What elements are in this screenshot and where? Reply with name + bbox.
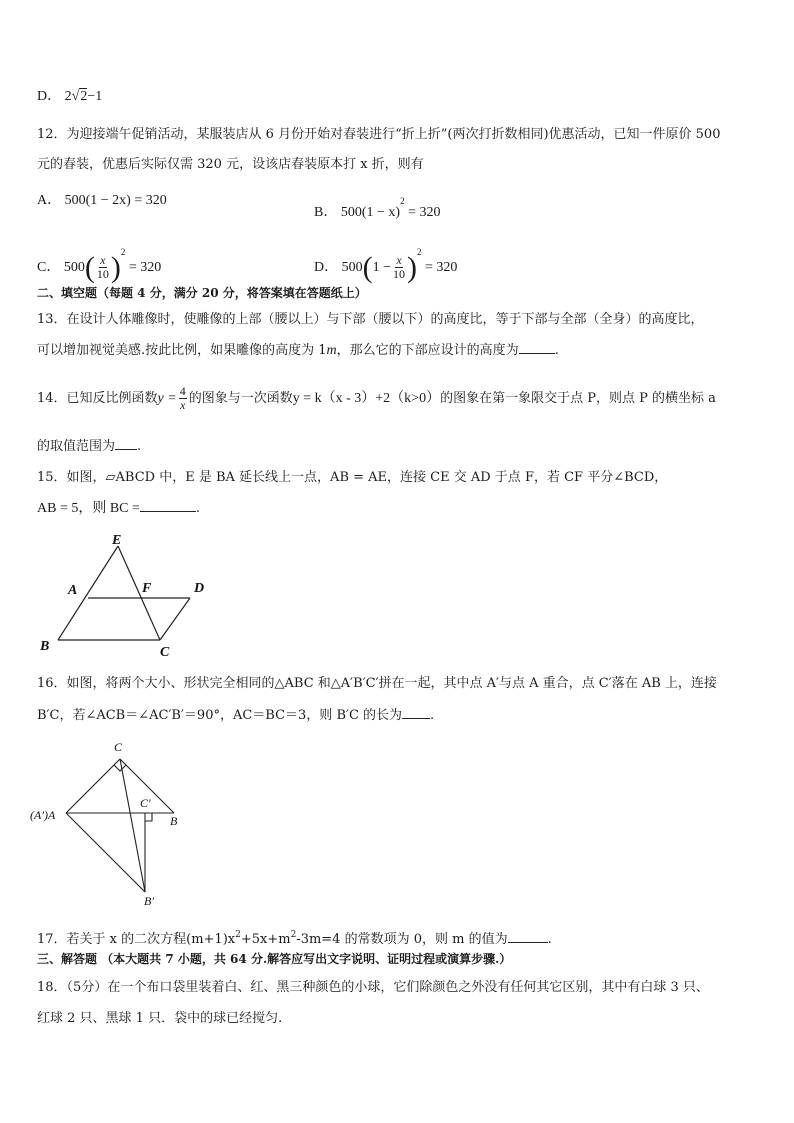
line-EC	[118, 546, 160, 640]
label-C: C	[114, 740, 123, 754]
q13-answer-blank[interactable]	[519, 341, 555, 354]
q16-answer-blank[interactable]	[402, 706, 430, 719]
line-AC	[66, 759, 120, 813]
q12-d-fraction: $\frac{x}{10}$	[393, 253, 406, 282]
label-F: F	[142, 581, 152, 596]
q15-stem-line1: 15．如图，▱ABCD 中，E 是 BA 延长线上一点，AB = AE，连接 CE 交 AD 于点 F，若 CF 平分∠BCD，	[37, 470, 668, 485]
q12-stem-line2: 元的春装，优惠后实际仅需 320 元，设该店春装原本打 x 折，则有	[37, 157, 424, 172]
right-angle-mark-C-prime	[145, 813, 152, 821]
label-B-prime: B′	[144, 894, 154, 908]
section-2-heading: 二、填空题（每题 4 分，满分 20 分，将答案填在答题纸上）	[37, 286, 367, 300]
label-A: A	[68, 583, 78, 598]
label-B: B	[170, 814, 178, 828]
q14-stem-line2: 的取值范围为 .	[37, 439, 142, 454]
q12-c-fraction: $\frac{x}{10}$	[96, 253, 109, 282]
q17-answer-blank[interactable]	[508, 930, 548, 943]
label-A-prime-A: (A′)A	[30, 808, 56, 822]
label-E: E	[112, 533, 122, 548]
q12-option-d: D． 500(1 − $\frac{x}{10}$ )$^2$ = 320	[314, 247, 458, 284]
label-C: C	[160, 645, 170, 660]
q17-stem: 17．若关于 x 的二次方程$(m+1)x^2+5x+m^2-3m=4$ 的常数项为 0，则 m 的值为 .	[37, 930, 552, 947]
q12-option-b: B． $500(1 - x)^2 = 320$	[314, 196, 441, 220]
label-D: D	[194, 581, 205, 596]
section-3-heading: 三、解答题 （本大题共 7 小题，共 64 分.解答应写出文字说明、证明过程或演算步骤.）	[37, 952, 512, 966]
label-C-prime: C′	[140, 796, 151, 810]
q15-stem-line2: AB = 5，则 BC = .	[37, 501, 201, 516]
q12-option-c: C． 500( $\frac{x}{10}$ )$^2$ = 320	[37, 247, 162, 284]
q18-stem-line2: 红球 2 只、黑球 1 只．袋中的球已经搅匀.	[37, 1011, 283, 1026]
line-AB-prime	[66, 813, 145, 892]
q15-answer-blank[interactable]	[140, 499, 196, 512]
q13-stem-line1: 13．在设计人体雕像时，使雕像的上部（腰以上）与下部（腰以下）的高度比，等于下部与全部（全身）的高度比，	[37, 312, 704, 327]
line-BE	[58, 546, 118, 640]
q13-stem-line2: 可以增加视觉美感.按此比例，如果雕像的高度为 1m，那么它的下部应设计的高度为 .	[37, 343, 559, 358]
label-B: B	[40, 639, 50, 654]
q12-stem-line1: 12．为迎接端午促销活动，某服装店从 6 月份开始对春装进行“折上折”(两次打折数相同)优惠活动，已知一件原价 500	[37, 127, 721, 142]
q18-stem-line1: 18．（5分）在一个布口袋里装着白、红、黑三种颜色的小球，它们除颜色之外没有任何其它区别，其中有白球 3 只、	[37, 980, 709, 995]
q14-answer-blank[interactable]	[115, 437, 137, 450]
q16-stem-line1: 16．如图，将两个大小、形状完全相同的△ABC 和△A′B′C′拼在一起，其中点 A′与点 A 重合，点 C′落在 AB 上，连接	[37, 676, 717, 691]
q12-option-a: A． 500(1 − 2x) = 320	[37, 193, 167, 208]
q16-triangles-figure	[30, 735, 200, 910]
right-angle-mark-C	[114, 765, 126, 771]
line-DC	[160, 598, 190, 640]
q15-parallelogram-figure	[30, 528, 220, 663]
q11-option-d: D． 2√2−1	[37, 89, 103, 104]
q14-fraction: $\frac{4}{x}$	[179, 384, 186, 412]
q16-stem-line2: B′C，若∠ACB＝∠AC′B′＝90°，AC＝BC＝3，则 B′C 的长为 .	[37, 708, 435, 723]
line-B-prime-C	[120, 759, 145, 892]
q14-stem-line1: 14．已知反比例函数y = $\frac{4}{x}$ 的图象与一次函数y = k（x - 3）+2（k>0）的图象在第一象限交于点 P，则点 P 的横坐标 a	[37, 384, 716, 412]
